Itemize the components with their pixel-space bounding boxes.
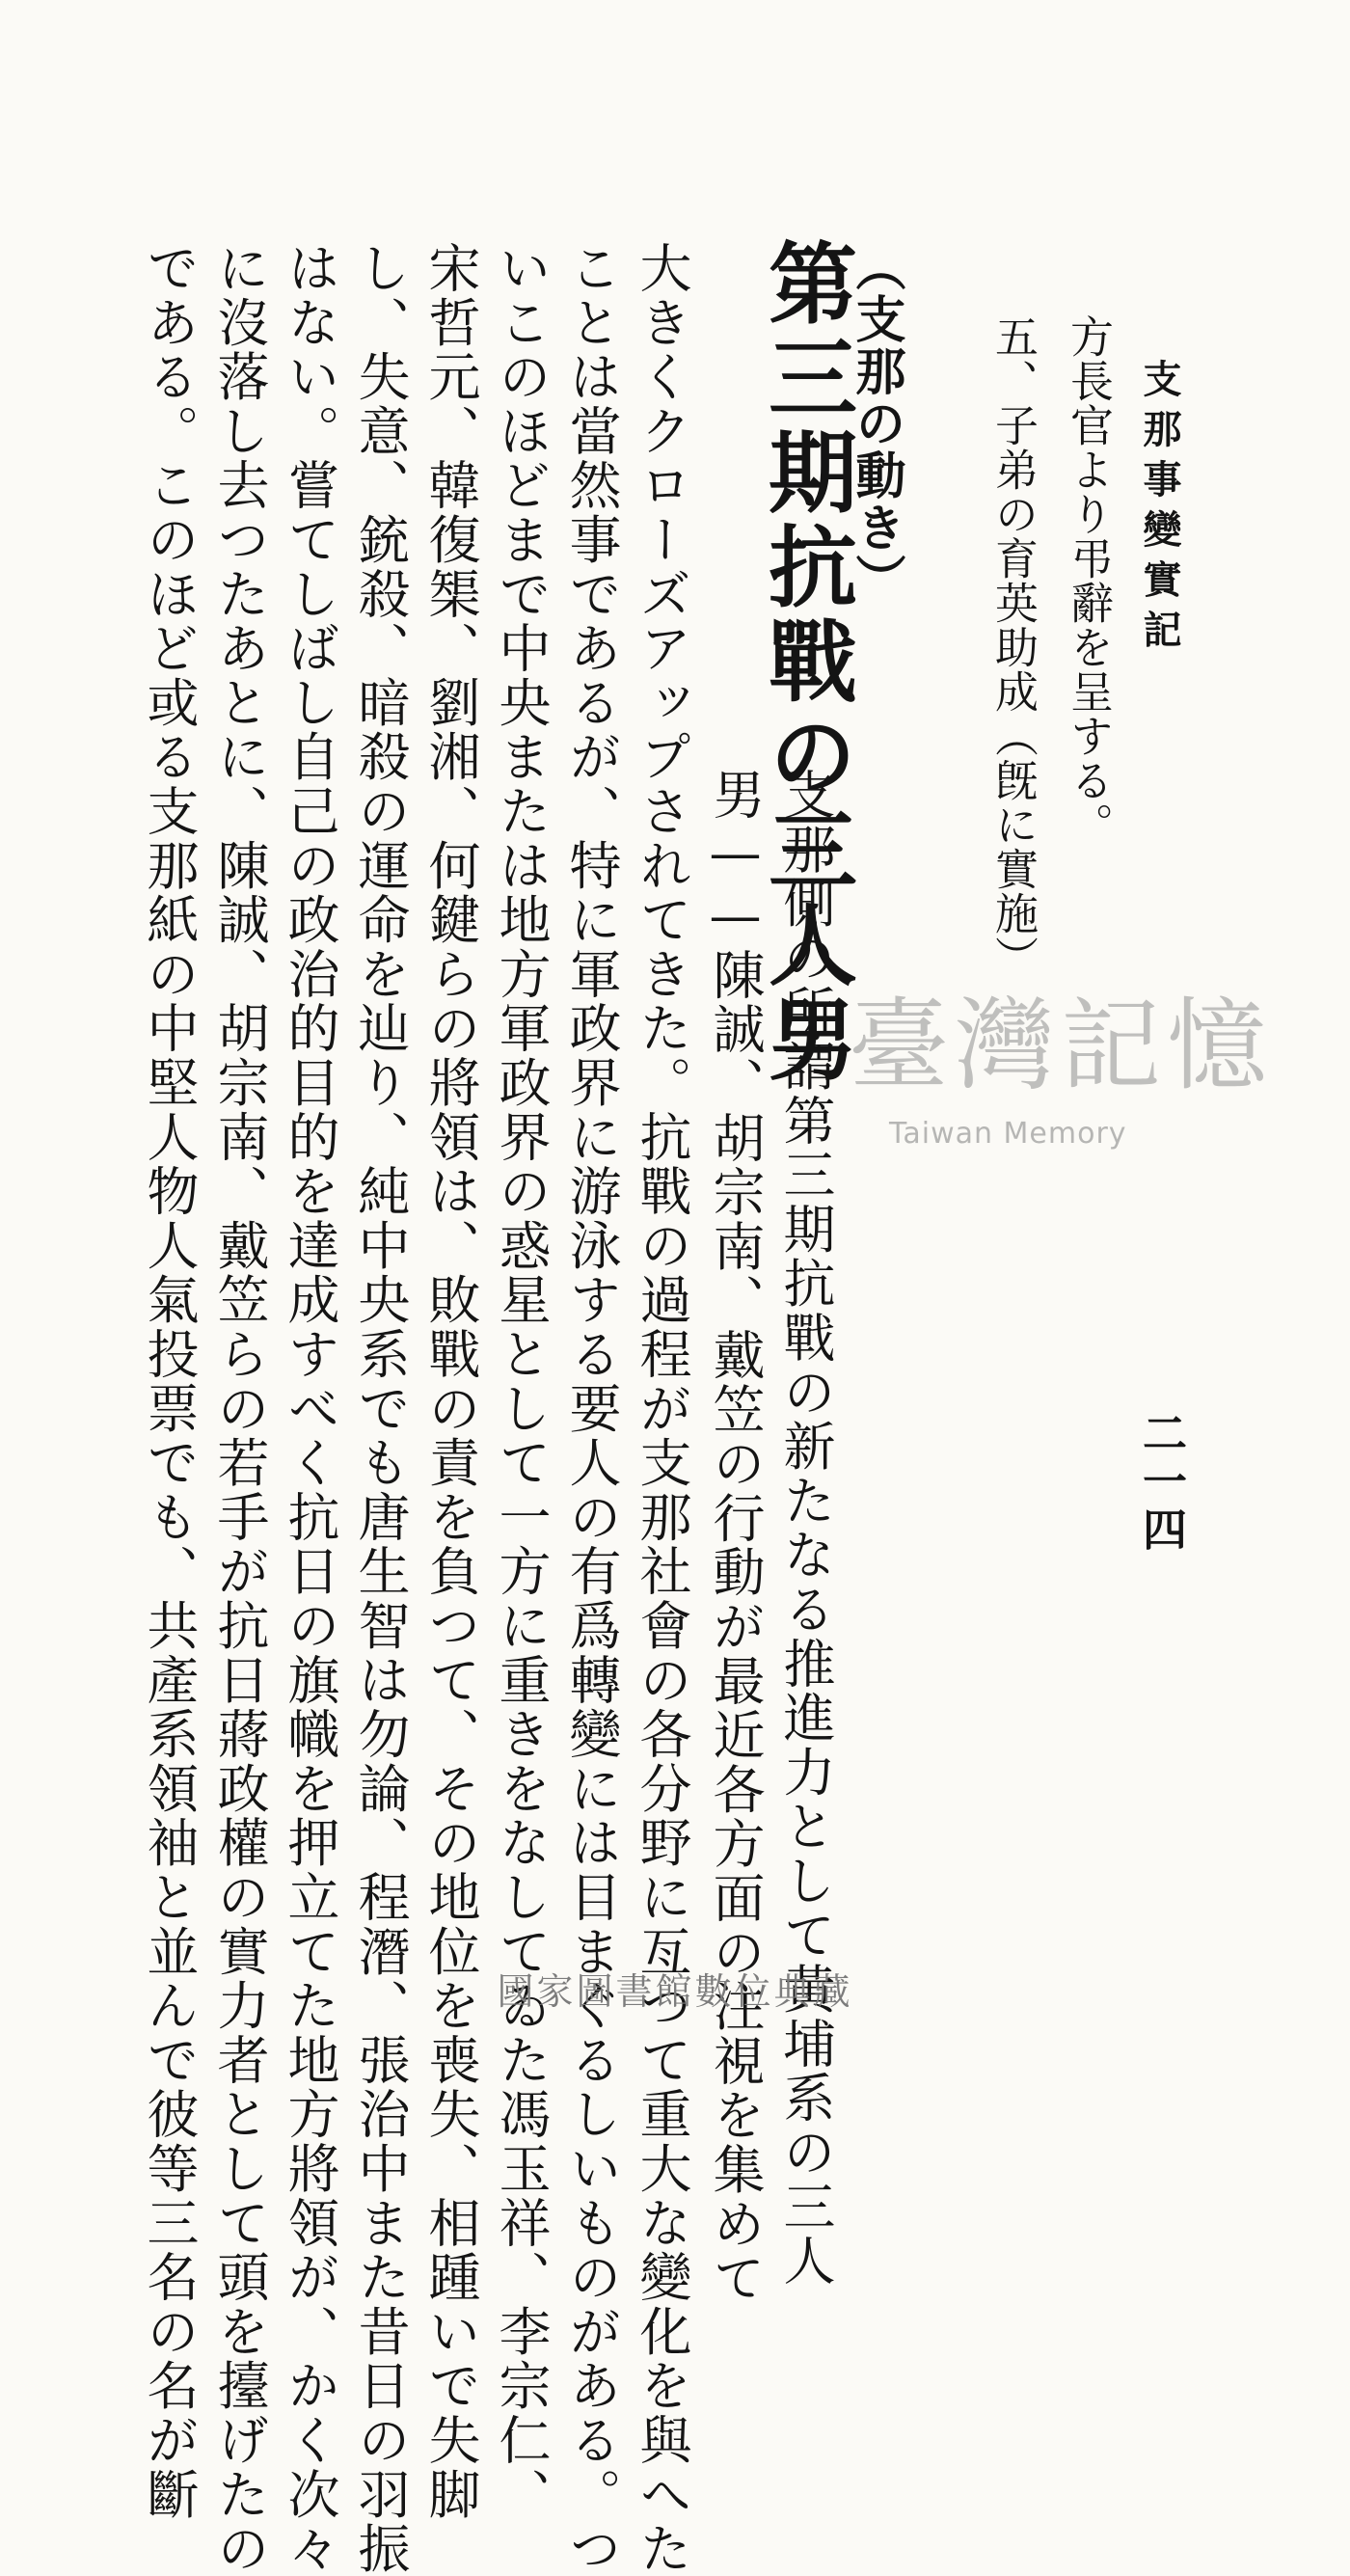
body-line-7: し、失意、銃殺、暗殺の運命を辿り、純中央系でも唐生智は勿論、程潛、張治中また昔日の羽振 [350, 241, 411, 2576]
body-line-1: 支那側の所謂第三期抗戰の新たなる推進力として黃埔系の三人 [775, 768, 836, 2289]
running-title: 支那事變實記 [1137, 359, 1182, 660]
body-line-6: 宋哲元、韓復榘、劉湘、何鍵らの將領は、敗戰の責を負つて、その地位を喪失、相踵いで失脚 [420, 241, 481, 2522]
page-number: 二一四 [1136, 1410, 1188, 1555]
taiwan-memory-watermark [849, 964, 1274, 1167]
watermark-chinese: 臺灣記憶 [849, 987, 1274, 1104]
footer-credit: 國家圖書館數位典藏 [497, 1970, 853, 2013]
body-line-4: ことは當然事であるが、特に軍政界に游泳する要人の有爲轉變には目まぐるしいものがある。つ [561, 241, 622, 2576]
body-line-10: である。このほど或る支那紙の中堅人物人氣投票でも、共產系領袖と並んで彼等三名の名が斷 [139, 241, 200, 2522]
body-line-8: はない。嘗てしばし自己の政治的目的を達成すべく抗日の旗幟を押立てた地方將領が、かく次々 [280, 241, 340, 2576]
chapter-title: 第三期抗戰の三人男 [754, 237, 858, 1088]
body-line-3: 大きくクローズアップされてきた。抗戰の過程が支那社會の各分野に亙つて重大な變化を與へた [632, 241, 692, 2576]
prior-item-1: 方長官より弔辭を呈する。 [1063, 314, 1114, 847]
watermark-english: Taiwan Memory [889, 1117, 1127, 1151]
section-heading: （支那の動き） [847, 241, 905, 606]
prior-item-2: 五、子弟の育英助成（旣に實施） [987, 314, 1039, 980]
body-line-9: に沒落し去つたあとに、陳誠、胡宗南、戴笠らの若手が抗日蔣政權の實力者として頭を擡げたの [209, 241, 270, 2576]
body-line-5: いこのほどまで中央または地方軍政界の惑星として一方に重きをなしてゐた馮玉祥、李宗仁、 [491, 241, 552, 2522]
body-line-2: 男——陳誠、胡宗南、戴笠の行動が最近各方面の注視を集めて [705, 768, 766, 2306]
